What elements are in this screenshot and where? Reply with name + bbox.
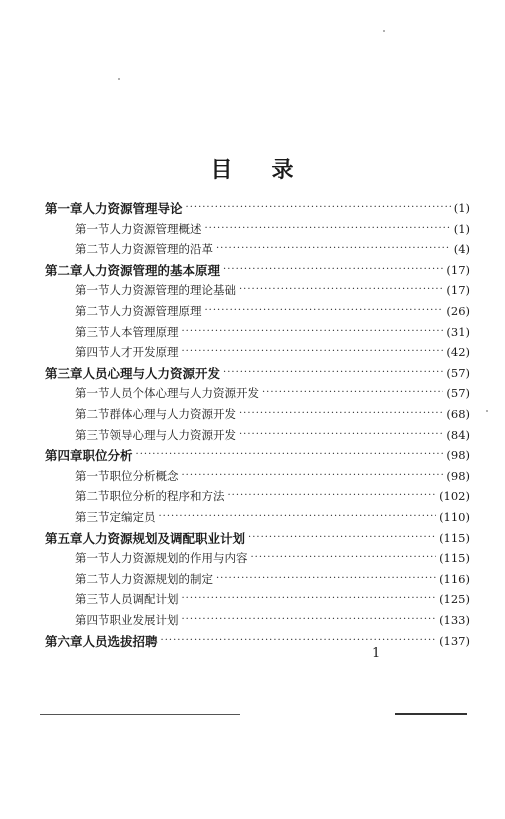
bottom-rule-left (40, 714, 240, 715)
toc-entry-title: 职位分析 (82, 448, 133, 464)
toc-entry-title: 职位分析概念 (109, 468, 179, 483)
toc-section-entry (75, 486, 470, 506)
toc-entry-page: (42) (446, 345, 470, 360)
toc-entry-number: 第四节 (75, 345, 110, 360)
toc-entry-title: 人才开发原理 (109, 345, 179, 360)
toc-entry-page: (31) (446, 324, 470, 339)
toc-entry-title: 定编定员 (109, 510, 156, 524)
toc-entry-page: (133) (439, 613, 470, 627)
toc-chapter-entry (45, 445, 470, 465)
toc-entry-title: 人力资源规划及调配职业计划 (82, 530, 246, 546)
title-char-left: 目 (210, 156, 234, 183)
toc-section-entry (75, 322, 470, 342)
toc-entry-page: (57) (446, 365, 470, 380)
toc-entry-number: 第三节 (75, 324, 110, 339)
toc-section-entry (75, 466, 470, 486)
toc-entry-page: (125) (439, 592, 470, 607)
toc-chapter-entry (45, 631, 470, 651)
toc-entry-page: (102) (439, 489, 470, 504)
toc-entry-page: (57) (446, 386, 470, 401)
toc-entry-number: 第一节 (75, 283, 110, 298)
toc-entry-title: 领导心理与人力资源开发 (109, 427, 236, 442)
toc-entry-page: (110) (439, 510, 470, 524)
scan-speck (118, 78, 120, 80)
toc-leader-dots (182, 589, 437, 609)
page-number: 1 (372, 646, 381, 661)
toc-entry-number: 第五章 (45, 530, 83, 546)
toc-entry-number: 第一节 (75, 386, 110, 401)
toc-leader-dots (216, 569, 436, 589)
toc-entry-title: 职业发展计划 (109, 613, 179, 627)
toc-entry-title: 人力资源管理的沿革 (109, 242, 213, 257)
toc-entry-page: (137) (439, 633, 470, 648)
scan-speck (486, 410, 488, 412)
toc-section-entry (75, 383, 470, 403)
toc-section-entry (75, 425, 470, 445)
toc-entry-number: 第三节 (75, 510, 110, 524)
toc-entry-number: 第一节 (75, 468, 110, 483)
toc-leader-dots (223, 363, 443, 383)
toc-entry-page: (26) (446, 304, 470, 318)
toc-entry-title: 人力资源管理的基本原理 (82, 262, 221, 278)
toc-leader-dots (161, 631, 437, 651)
toc-entry-number: 第四节 (75, 613, 110, 627)
toc-entry-number: 第二节 (75, 571, 110, 586)
toc-section-entry (75, 342, 470, 362)
toc-entry-page: (68) (446, 407, 470, 421)
toc-entry-number: 第四章 (45, 448, 83, 464)
toc-entry-number: 第二节 (75, 407, 110, 421)
toc-entry-page: (84) (446, 427, 470, 442)
toc-leader-dots (228, 486, 437, 506)
toc-leader-dots (239, 280, 443, 300)
toc-entry-title: 群体心理与人力资源开发 (109, 407, 236, 421)
toc-entry-page: (115) (439, 530, 470, 545)
toc-section-entry (75, 301, 470, 321)
toc-entry-page: (17) (446, 262, 470, 277)
toc-entry-number: 第二章 (45, 262, 83, 278)
toc-entry-number: 第二节 (75, 242, 110, 257)
title-char-right: 录 (271, 156, 295, 183)
toc-section-entry (75, 548, 470, 568)
toc-leader-dots (182, 466, 444, 486)
toc-entry-page: (17) (446, 283, 470, 298)
toc-entry-title: 人力资源管理导论 (82, 201, 183, 216)
toc-leader-dots (205, 301, 444, 321)
toc-leader-dots (182, 610, 437, 630)
toc-leader-dots (216, 239, 451, 259)
bottom-rule-right (395, 713, 467, 715)
toc-leader-dots (239, 404, 443, 424)
toc-entry-number: 第三章 (45, 365, 83, 381)
toc-chapter-entry (45, 260, 470, 280)
toc-section-entry (75, 219, 470, 239)
toc-leader-dots (205, 219, 451, 239)
toc-entry-title: 人力资源管理概述 (109, 221, 202, 236)
toc-entry-number: 第三节 (75, 427, 110, 442)
toc-section-entry (75, 569, 470, 589)
toc-entry-page: (1) (453, 201, 470, 215)
toc-entry-page: (1) (453, 221, 470, 236)
toc-leader-dots (182, 342, 444, 362)
toc-entry-title: 人员选拔招聘 (82, 633, 158, 649)
toc-leader-dots (248, 528, 436, 548)
toc-leader-dots (159, 507, 437, 527)
toc-entry-number: 第二节 (75, 304, 110, 318)
toc-entry-number: 第六章 (45, 633, 83, 649)
toc-leader-dots (223, 260, 443, 280)
scan-speck (383, 30, 385, 32)
toc-entry-title: 人员心理与人力资源开发 (82, 365, 221, 381)
toc-entry-title: 人力资源管理原理 (109, 304, 202, 318)
toc-entry-number: 第一节 (75, 551, 110, 566)
toc-section-entry (75, 404, 470, 424)
toc-leader-dots (136, 445, 444, 465)
toc-entry-title: 人本管理原理 (109, 324, 179, 339)
toc-leader-dots (186, 198, 451, 218)
toc-entry-title: 人力资源规划的作用与内容 (109, 551, 248, 566)
toc-section-entry (75, 589, 470, 609)
page-title (0, 148, 505, 188)
toc-entry-page: (4) (453, 242, 470, 257)
toc-entry-title: 人员个体心理与人力资源开发 (109, 386, 259, 401)
toc-chapter-entry (45, 198, 470, 218)
toc-section-entry (75, 280, 470, 300)
toc-leader-dots (239, 425, 443, 445)
toc-chapter-entry (45, 528, 470, 548)
toc-leader-dots (251, 548, 437, 568)
toc-entry-page: (116) (439, 571, 470, 586)
toc-entry-page: (98) (446, 468, 470, 483)
toc-entry-title: 人力资源管理的理论基础 (109, 283, 236, 298)
toc-leader-dots (262, 383, 443, 403)
toc-entry-page: (98) (446, 448, 470, 463)
toc-entry-title: 职位分析的程序和方法 (109, 489, 225, 504)
toc-section-entry (75, 239, 470, 259)
toc-entry-number: 第一章 (45, 201, 83, 216)
toc-entry-page: (115) (439, 551, 470, 566)
toc-entry-title: 人员调配计划 (109, 592, 179, 607)
toc-entry-number: 第一节 (75, 221, 110, 236)
toc-entry-number: 第三节 (75, 592, 110, 607)
toc-entry-title: 人力资源规划的制定 (109, 571, 213, 586)
toc-leader-dots (182, 322, 444, 342)
toc-section-entry (75, 507, 470, 527)
toc-entry-number: 第二节 (75, 489, 110, 504)
toc-section-entry (75, 610, 470, 630)
toc-chapter-entry (45, 363, 470, 383)
